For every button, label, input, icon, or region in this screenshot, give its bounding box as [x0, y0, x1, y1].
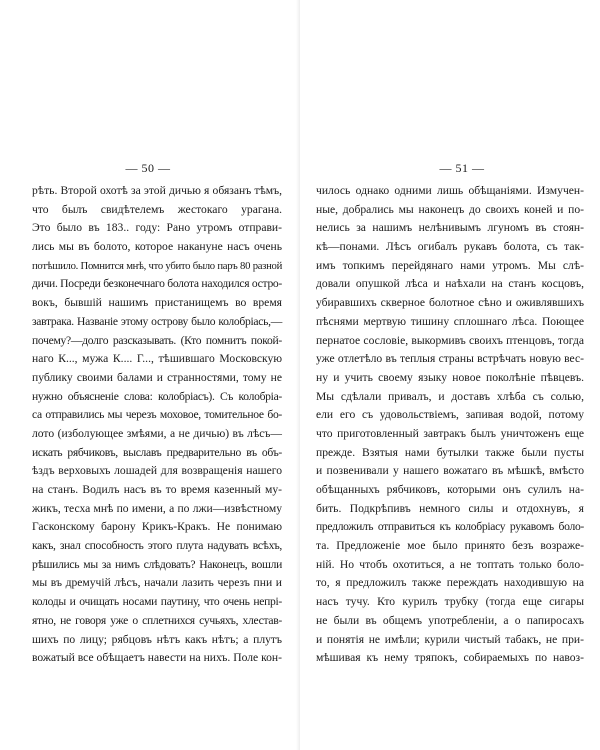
text-line: мы въ дремучiй лѣсъ, начали лазить черезъ пни и [32, 576, 282, 590]
text-line: нiй. Но чтобъ охотиться, а не топтать только боло- [316, 557, 584, 571]
text-line: рѣшились мы за нимъ слѣдовать? Наконецъ, вошли [32, 557, 282, 571]
text-line: колоды и очищать носами паутину, что очень непрi- [32, 595, 282, 609]
text-line: уже отлетѣло въ теплыя страны встрѣчать новую вес- [316, 352, 584, 366]
right-page-text [316, 182, 584, 668]
text-line: вокъ, бывшiй нашимъ пристанищемъ во время [32, 296, 282, 310]
page-number-right: — 51 — [439, 161, 485, 175]
text-line: Это было въ 183.. году: Рано утромъ отправи- [32, 221, 282, 235]
text-line: что приготовленный завтракъ былъ уничтоженъ еще [316, 426, 584, 440]
text-line: мѣшивая къ нему тряпокъ, собираемыхъ по навоз- [316, 651, 584, 665]
text-line: прежде. Взятыя нами бутылки также были пусты [316, 445, 584, 459]
text-line: дичи. Посреди безконечнаго болота находился остро- [32, 277, 282, 291]
text-line: пернатое сословiе, выкормивъ своихъ птенцовъ, тогда [316, 333, 584, 347]
text-line: не были въ общемъ употребленiи, а о папиросахъ [316, 613, 584, 627]
text-line: лись мы въ болото, которое накануне насъ очень [32, 240, 282, 254]
text-line: нужно объясненiе слова: колобрiасъ). Съ колобрiа- [32, 389, 282, 403]
text-line: вожатый все обѣщаетъ навести на нихъ. Поле кон- [32, 651, 282, 665]
text-line: рѣть. Второй охотѣ за этой дичью я обязанъ тѣмъ, [32, 184, 282, 197]
text-line: та. Предложенiе мое было принято безъ возраже- [316, 539, 584, 553]
text-line: ну и учить своему языку новое поколѣнiе пѣвцевъ. [316, 370, 584, 384]
text-line: искать рябчиковъ, выславъ предварительно въ объ- [32, 445, 282, 459]
text-line: насъ тучу. Кто курилъ трубку (тогда еще сигары [316, 595, 584, 609]
text-line: и понятiя не имѣли; курили чистый табакъ, не при- [316, 632, 584, 646]
text-line: Мы сдѣлали привалъ, и доставъ хлѣба съ солью, [316, 389, 584, 403]
text-line: убиравшихъ скверное болотное сѣно и оживлявшихъ [316, 296, 584, 310]
left-page-text [32, 182, 282, 668]
text-line: ятно, не говоря уже о сплетнихся сучьяхъ, хлестав- [32, 613, 282, 627]
text-line: и позвенивали у нашего вожатаго въ мѣшкѣ, вмѣсто [316, 464, 584, 478]
text-line: почему?—долго разсказывать. (Кто помнитъ покой- [32, 333, 282, 347]
text-line: на станъ. Водилъ насъ въ то время казенный му- [32, 483, 282, 496]
text-line: бить. Подкрѣпивъ немного силы и отдохнувъ, я [316, 501, 584, 515]
text-line: имъ топкимъ перейдянаго нами утромъ. Мы слѣ- [316, 258, 584, 272]
text-line: нелись за нашимъ нелѣнивымъ лгуномъ въ стоян- [316, 221, 584, 235]
text-line: ные, добрались мы наконецъ до своихъ коней и по- [316, 202, 584, 216]
text-line: чилось однако одними лишь обѣщанiями. Измучен- [316, 184, 584, 197]
text-line: пѣснями мертвую тишину сплошнаго лѣса. Поющее [316, 314, 584, 328]
text-line: наго К..., мужа К.... Г..., тѣшившаго Московскую [32, 352, 282, 366]
text-line: потѣшило. Помнится мнѣ, что убито было паръ 80 разной [32, 259, 282, 272]
text-line: довали опушкой лѣса и наѣхали на станъ косцовъ, [316, 277, 584, 291]
text-line: Гасконскому барону Крикъ-Кракъ. Не понимаю [32, 520, 282, 534]
text-line: предложилъ отправиться къ колобрiасу рукавомъ боло- [316, 520, 584, 534]
text-line: обѣщанныхъ рябчиковъ, которыми онъ сулилъ на- [316, 483, 584, 496]
text-line: что былъ свидѣтелемъ жестокаго урагана. [32, 202, 282, 216]
text-line: то, я предложилъ также переждать находившую на [316, 576, 584, 590]
text-line: лото (изболующее змѣями, а не дичью) въ лѣсъ— [32, 426, 282, 440]
text-line: ели его съ удовольствiемъ, запивая водой, потому [316, 408, 584, 422]
right-page [300, 0, 600, 750]
text-line: публику своими балами и странностями, тому не [32, 370, 282, 384]
page-number-left: — 50 — [125, 161, 171, 175]
text-line: какъ, знал способность этого плута надувать всѣхъ, [32, 539, 282, 553]
text-line: ѣздъ верховыхъ лошадей для возвращенiя нашего [32, 464, 282, 478]
text-line: кѣ—понами. Лѣсъ огибалъ рукавъ болота, съ так- [316, 240, 584, 254]
text-line: са отправились мы черезъ моховое, томительное бо- [32, 408, 282, 422]
text-line: жикъ, тесха мнѣ по имени, а по лжи—извѣстному [32, 501, 282, 515]
text-line: шихъ по лицу; рябцовъ нѣтъ какъ нѣтъ; а плутъ [32, 632, 282, 646]
text-line: завтрака. Названiе этому острову было колобрiась,— [32, 314, 282, 328]
